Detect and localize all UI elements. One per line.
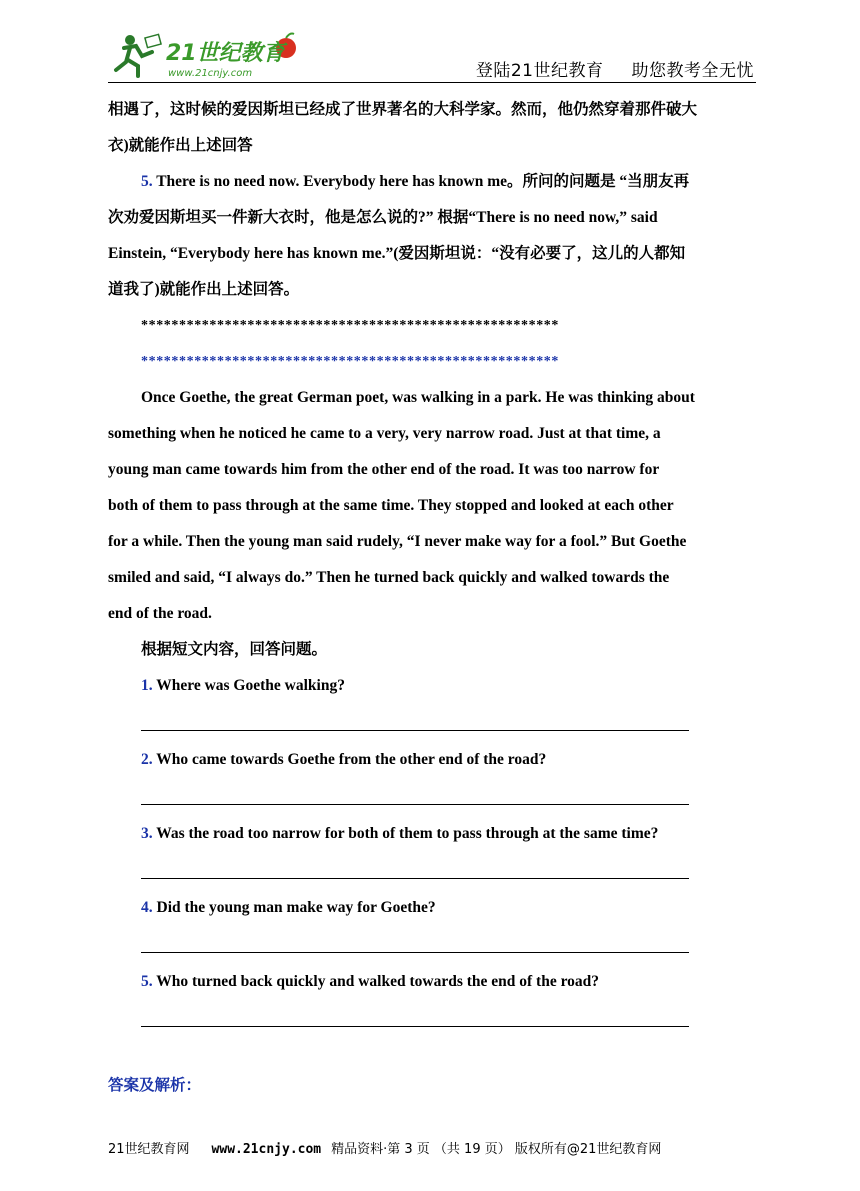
- question-text: Who came towards Goethe from the other end of the road?: [152, 751, 547, 768]
- footer-url[interactable]: www.21cnjy.com: [211, 1142, 322, 1157]
- intro-line-1: 相遇了，这时候的爱因斯坦已经成了世界著名的大科学家。然而，他仍然穿着那件破大: [108, 101, 698, 118]
- passage-line: something when he noticed he came to a very, very narrow road. Just at that time, a: [108, 425, 661, 442]
- question-4: [108, 890, 758, 964]
- question-text: Who turned back quickly and walked towards the end of the road?: [152, 973, 600, 990]
- intro-line-2: 衣)就能作出上述回答: [108, 137, 253, 154]
- logo-url: www.21cnjy.com: [168, 68, 253, 79]
- separator-stars-blue: *******************************************************: [141, 354, 559, 369]
- passage-line: young man came towards him from the other end of the road. It was too narrow for: [108, 461, 660, 478]
- answer-blank[interactable]: [108, 778, 758, 816]
- question-number: 3.: [141, 825, 153, 842]
- header-slogan-right: 助您教考全无忧: [631, 61, 754, 81]
- answer-5-number: 5.: [141, 173, 153, 190]
- logo-text: 21世纪教育: [166, 41, 285, 66]
- 21cnjy-logo: [108, 30, 308, 82]
- question-text: Was the road too narrow for both of them to pass through at the same time?: [152, 825, 659, 842]
- question-2: [108, 742, 758, 816]
- question-text: Did the young man make way for Goethe?: [152, 899, 436, 916]
- instruction: 根据短文内容，回答问题。: [141, 641, 328, 658]
- footer-info: 精品资料·第 3 页 （共 19 页） 版权所有@21世纪教育网: [331, 1142, 662, 1157]
- answer-5-line-4: 道我了)就能作出上述回答。: [108, 281, 300, 298]
- answer-blank[interactable]: [108, 1000, 758, 1038]
- answer-5-line-2: 次劝爱因斯坦买一件新大衣时，他是怎么说的?” 根据“There is no need now,” said: [108, 209, 658, 226]
- question-text: Where was Goethe walking?: [152, 677, 345, 694]
- passage-line: smiled and said, “I always do.” Then he turned back quickly and walked towards the: [108, 569, 670, 586]
- header-slogan: [476, 56, 754, 81]
- question-number: 1.: [141, 677, 153, 694]
- passage-line: end of the road.: [108, 605, 212, 622]
- page-header: [108, 30, 756, 82]
- passage-line: Once Goethe, the great German poet, was walking in a park. He was thinking about: [141, 389, 695, 406]
- passage-line: both of them to pass through at the same time. They stopped and looked at each other: [108, 497, 674, 514]
- header-divider: [108, 82, 756, 83]
- separator-stars-black: *******************************************************: [141, 318, 559, 333]
- document-body: [108, 92, 758, 1104]
- question-number: 2.: [141, 751, 153, 768]
- answer-5-line-3: Einstein, “Everybody here has known me.”(爱因斯坦说：“没有必要了，这儿的人都知: [108, 245, 686, 262]
- answers-heading: 答案及解析：: [108, 1077, 202, 1094]
- header-slogan-left: 登陆21世纪教育: [475, 61, 604, 81]
- question-number: 4.: [141, 899, 153, 916]
- question-number: 5.: [141, 973, 153, 990]
- answer-blank[interactable]: [108, 704, 758, 742]
- footer-site: 21世纪教育网: [108, 1142, 190, 1157]
- passage-line: for a while. Then the young man said rudely, “I never make way for a fool.” But Goethe: [108, 533, 687, 550]
- answer-blank[interactable]: [108, 852, 758, 890]
- question-1: [108, 668, 758, 742]
- page-footer: [108, 1138, 661, 1157]
- answer-5-text: There is no need now. Everybody here has known me。所问的问题是 “当朋友再: [152, 173, 690, 190]
- passage: [108, 380, 758, 632]
- question-3: [108, 816, 758, 890]
- answer-blank[interactable]: [108, 926, 758, 964]
- question-5: [108, 964, 758, 1038]
- answer-5-line-1: [108, 164, 758, 200]
